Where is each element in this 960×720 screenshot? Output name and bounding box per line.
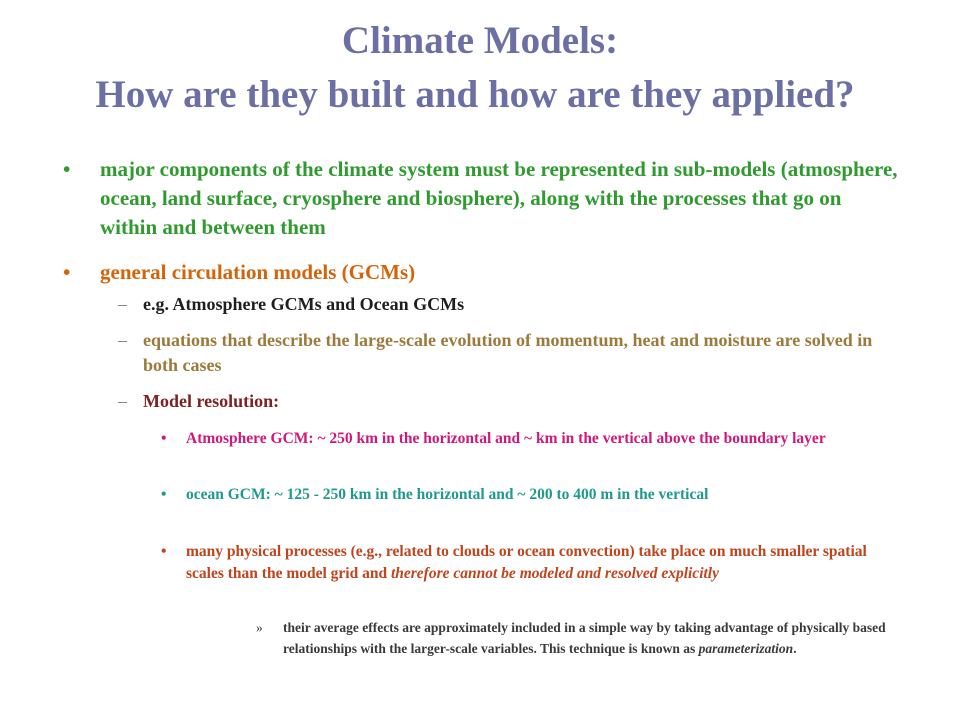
dash-marker: – [118,391,127,411]
bullet-marker: • [161,486,167,503]
parameterization-detail [256,617,903,659]
bullet-marker: • [63,157,71,181]
sub-bullet-examples [118,292,903,317]
bullet-marker: • [63,260,71,284]
sub-bullet-text: e.g. Atmosphere GCMs and Ocean GCMs [143,294,465,314]
detail-text: their average effects are approximately included in a simple way by taking advantage of physically based relationships with the larger-scale variables. This technique is known as [283,620,886,656]
detail-term: parameterization [698,641,794,656]
bullet-gcms [63,258,900,287]
resolution-text: Atmosphere GCM: ~ 250 km in the horizontal and ~ km in the vertical above the boundary layer [186,430,826,447]
dash-marker: – [118,330,127,350]
resolution-ocean [161,484,906,506]
slide-subtitle: How are they built and how are they applied? [95,73,855,116]
bullet-text: major components of the climate system must be represented in sub-models (atmosphere, ocean, land surface, cryosphere and biosphere), along with the processes that go on within and between them [100,157,898,239]
resolution-text-emphasis: therefore cannot be modeled and resolved explicitly [390,565,719,582]
sub-bullet-text: equations that describe the large-scale evolution of momentum, heat and moisture are solved in both cases [143,330,873,375]
sub-bullet-equations [118,328,903,378]
sub-bullet-resolution [118,389,903,414]
dash-marker: – [118,294,127,314]
bullet-text: general circulation models (GCMs) [100,260,416,284]
bullet-sub-models [63,155,900,242]
resolution-text: many physical processes (e.g., related to clouds or ocean convection) take place on much smaller spatial scales than the model grid and [186,543,867,582]
bullet-marker: • [161,543,167,560]
resolution-atmosphere [161,428,906,450]
resolution-text: ocean GCM: ~ 125 - 250 km in the horizontal and ~ 200 to 400 m in the vertical [186,486,709,503]
resolution-physical-processes [161,541,906,585]
bullet-marker: • [161,430,167,447]
sub-bullet-text: Model resolution: [143,391,280,411]
detail-end: . [793,641,797,656]
chevron-marker: » [256,620,263,635]
slide-title: Climate Models: [341,19,619,62]
